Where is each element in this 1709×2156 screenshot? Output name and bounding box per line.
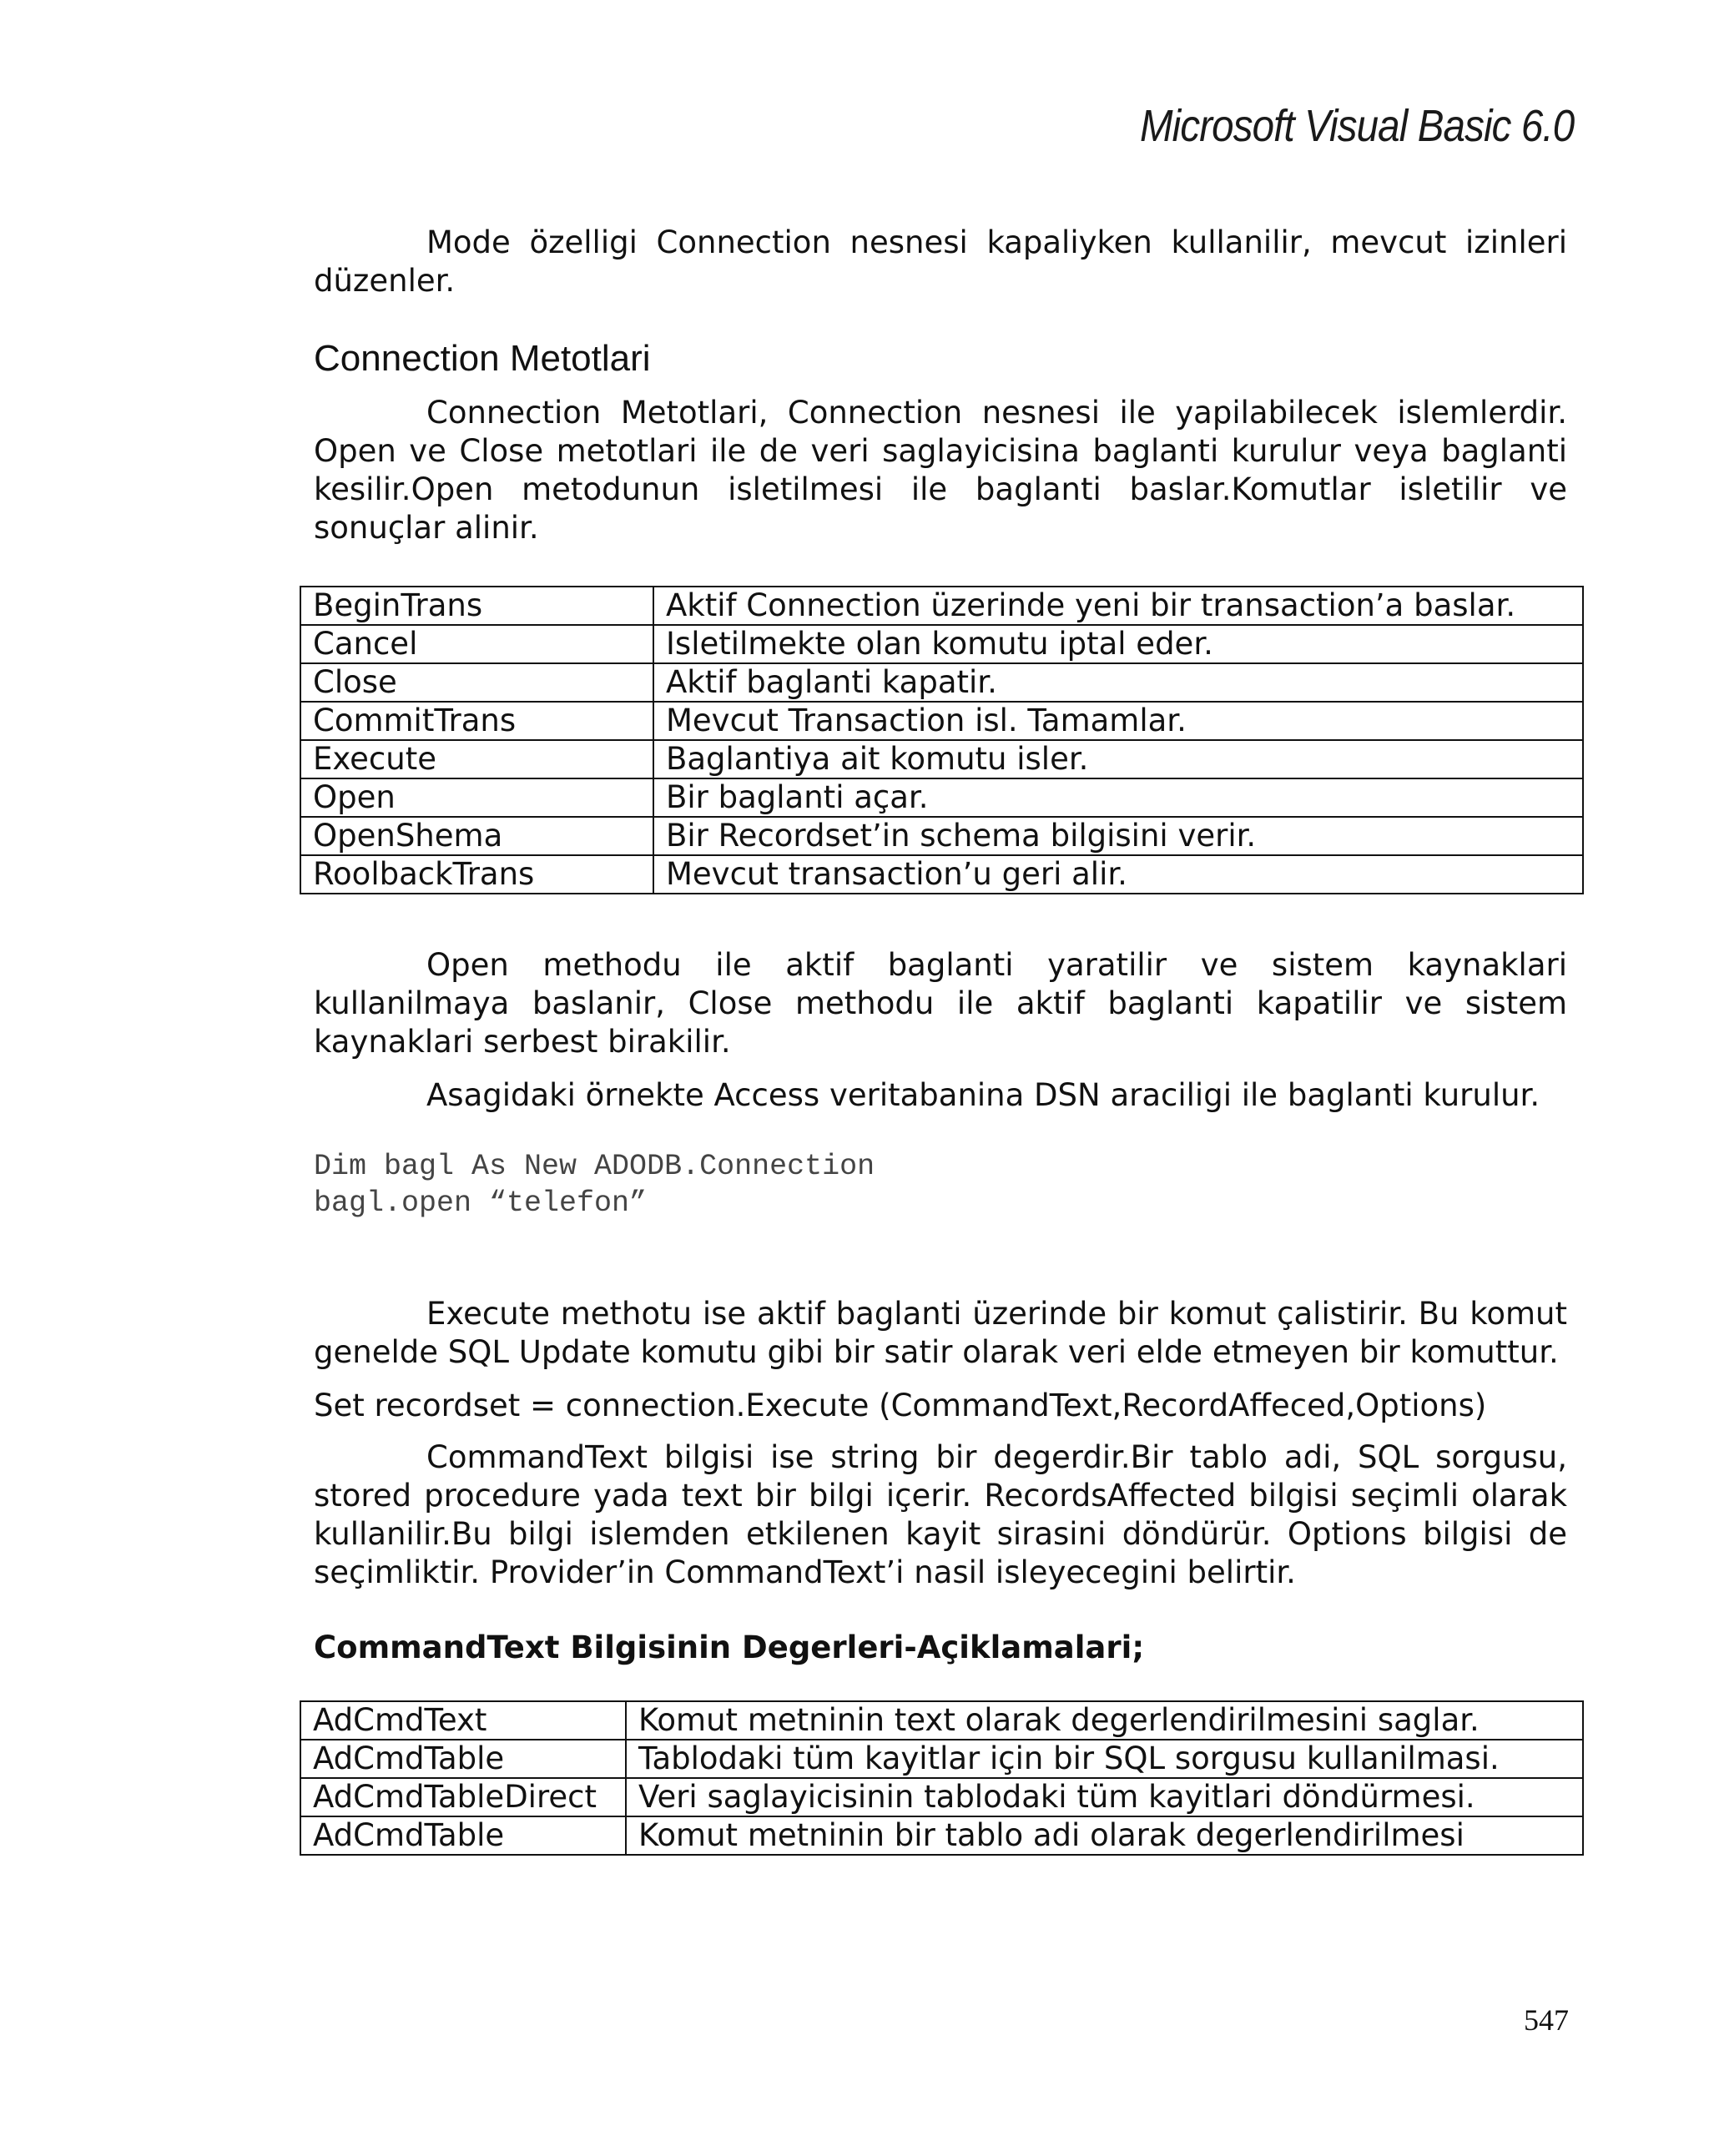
- table-row: [300, 1778, 1583, 1816]
- option-name: AdCmdTable: [300, 1740, 626, 1778]
- method-name: Close: [300, 663, 653, 702]
- table-row: [300, 702, 1583, 740]
- method-description: Aktif Connection üzerinde yeni bir transaction’a baslar.: [653, 587, 1583, 625]
- option-description: Komut metninin bir tablo adi olarak degerlendirilmesi: [626, 1816, 1583, 1855]
- method-name: BeginTrans: [300, 587, 653, 625]
- paragraph-execute: Execute methotu ise aktif baglanti üzerinde bir komut çalistirir. Bu komut genelde SQL Update komutu gibi bir satir olarak veri elde etmeyen bir komuttur.: [314, 1296, 1567, 1370]
- method-name: Execute: [300, 740, 653, 778]
- method-description: Aktif baglanti kapatir.: [653, 663, 1583, 702]
- heading-connection-methods: Connection Metotlari: [314, 338, 651, 379]
- paragraph-mode: Mode özelligi Connection nesnesi kapaliyken kullanilir, mevcut izinleri düzenler.: [314, 224, 1567, 299]
- table-row: [300, 817, 1583, 855]
- method-description: Mevcut Transaction isl. Tamamlar.: [653, 702, 1583, 740]
- paragraph-open-close: Open methodu ile aktif baglanti yaratilir ve sistem kaynaklari kullanilmaya baslanir, Close methodu ile aktif baglanti kapatilir ve sistem kaynaklari serbest birakilir.: [314, 947, 1567, 1060]
- method-name: RoolbackTrans: [300, 855, 653, 894]
- table-row: [300, 1740, 1583, 1778]
- table-row: [300, 740, 1583, 778]
- page-content: [314, 224, 1567, 1856]
- paragraph-example: Asagidaki örnekte Access veritabanina DSN araciligi ile baglanti kurulur.: [426, 1077, 1540, 1113]
- method-description: Mevcut transaction’u geri alir.: [653, 855, 1583, 894]
- table-row: [300, 855, 1583, 894]
- method-name: OpenShema: [300, 817, 653, 855]
- table-row: [300, 1816, 1583, 1855]
- table-row: [300, 663, 1583, 702]
- method-description: Isletilmekte olan komutu iptal eder.: [653, 625, 1583, 663]
- code-line: bagl.open “telefon”: [314, 1186, 648, 1220]
- table-row: [300, 625, 1583, 663]
- option-name: AdCmdTable: [300, 1816, 626, 1855]
- code-block: [314, 1148, 1567, 1222]
- page-number: 547: [1524, 2003, 1569, 2037]
- table-row: [300, 1701, 1583, 1740]
- page-header-title: Microsoft Visual Basic 6.0: [1139, 101, 1574, 151]
- method-description: Baglantiya ait komutu isler.: [653, 740, 1583, 778]
- option-description: Tablodaki tüm kayitlar için bir SQL sorgusu kullanilmasi.: [626, 1740, 1583, 1778]
- method-description: Bir Recordset’in schema bilgisini verir.: [653, 817, 1583, 855]
- option-description: Veri saglayicisinin tablodaki tüm kayitlari döndürmesi.: [626, 1778, 1583, 1816]
- commandtext-values-table: [300, 1700, 1584, 1856]
- table-row: [300, 587, 1583, 625]
- method-name: Cancel: [300, 625, 653, 663]
- option-description: Komut metninin text olarak degerlendirilmesini saglar.: [626, 1701, 1583, 1740]
- method-description: Bir baglanti açar.: [653, 778, 1583, 817]
- table-row: [300, 778, 1583, 817]
- execute-syntax: Set recordset = connection.Execute (CommandText,RecordAffeced,Options): [314, 1388, 1487, 1423]
- option-name: AdCmdTableDirect: [300, 1778, 626, 1816]
- code-line: Dim bagl As New ADODB.Connection: [314, 1150, 875, 1183]
- heading-commandtext-values: CommandText Bilgisinin Degerleri-Açiklamalari;: [314, 1630, 1145, 1665]
- connection-methods-table: [300, 586, 1584, 894]
- option-name: AdCmdText: [300, 1701, 626, 1740]
- method-name: CommitTrans: [300, 702, 653, 740]
- paragraph-commandtext: CommandText bilgisi ise string bir degerdir.Bir tablo adi, SQL sorgusu, stored procedure yada text bir bilgi içerir. RecordsAffected bilgisi seçimli olarak kullanilir.Bu bilgi islemden etkilenen kayit sirasini döndürür. Options bilgisi de seçimliktir. Provider’in CommandText’i nasil isleyecegini belirtir.: [314, 1439, 1567, 1590]
- method-name: Open: [300, 778, 653, 817]
- paragraph-connection-intro: Connection Metotlari, Connection nesnesi ile yapilabilecek islemlerdir. Open ve Close metotlari ile de veri saglayicisina baglanti kurulur veya baglanti kesilir.Open metodunun isletilmesi ile baglanti baslar.Komutlar isletilir ve sonuçlar alinir.: [314, 395, 1567, 546]
